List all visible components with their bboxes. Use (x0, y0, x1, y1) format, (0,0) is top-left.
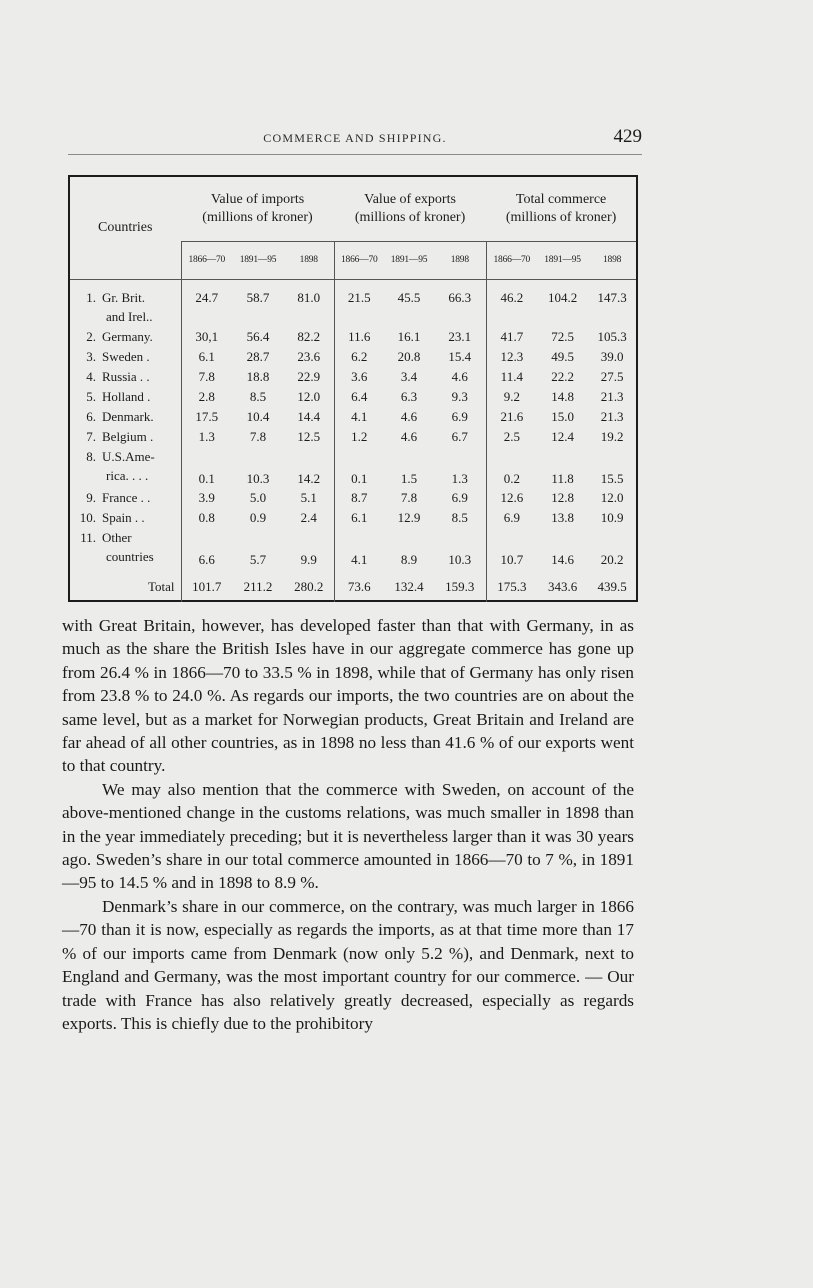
value-cell: 3.6 (334, 367, 384, 387)
value-cell: 41.7 (486, 327, 537, 347)
table-row (70, 327, 636, 347)
total-label: Total (147, 579, 175, 594)
total-value-cell: 159.3 (445, 579, 475, 594)
value-cell: 22.9 (297, 369, 321, 384)
value-cell: 2.8 (181, 387, 232, 407)
country-cell (70, 427, 181, 447)
country-cell (70, 528, 181, 572)
value-cell: 21.3 (600, 409, 624, 424)
value-cell: 105.3 (597, 329, 627, 344)
page-header (68, 128, 642, 155)
row-number: 11. (80, 530, 96, 545)
value-cell: 8.5 (249, 389, 267, 404)
table-row (70, 407, 636, 427)
body-text (62, 614, 634, 1035)
paragraph-3: Denmark’s share in our commerce, on the contrary, was much larger in 1866—70 than it is now, especially as regards the imports, as at that time more than 17 % of our imports came from Denmark (now only 5.2 %), and Denmark, next to England and Germany, was the most important country for our commerce. — Our trade with France has also relatively greatly decreased, especially as regards exports. This is chiefly due to the prohibitory (62, 896, 634, 1033)
table-row (70, 488, 636, 508)
value-cell: 10.3 (448, 552, 472, 567)
value-cell: 15.4 (448, 349, 472, 364)
country-name: Gr. Brit. (102, 289, 145, 305)
value-cell: 0.2 (486, 447, 537, 488)
table-row (70, 427, 636, 447)
value-cell: 10.7 (486, 528, 537, 572)
total-value-cell: 101.7 (181, 572, 232, 602)
value-cell: 8.7 (334, 488, 384, 508)
total-header-line2: (millions of kroner) (505, 209, 617, 225)
value-cell: 8.9 (400, 552, 418, 567)
value-cell: 49.5 (551, 349, 574, 364)
table-row (70, 279, 636, 327)
value-cell: 66.3 (448, 289, 472, 305)
row-number: 10. (79, 510, 96, 525)
value-cell: 20.8 (397, 349, 421, 364)
year-header: 1898 (588, 241, 636, 279)
value-cell: 147.3 (597, 289, 627, 305)
value-cell: 5.0 (249, 490, 267, 505)
total-value-cell: 73.6 (334, 572, 384, 602)
value-cell: 13.8 (551, 510, 574, 525)
value-cell: 18.8 (246, 369, 270, 384)
imports-header-line1: Value of imports (210, 191, 305, 207)
value-cell: 3.4 (400, 369, 418, 384)
value-cell: 9.9 (300, 552, 317, 567)
country-name: Other (102, 530, 132, 545)
table-row (70, 367, 636, 387)
total-value-cell: 175.3 (486, 572, 537, 602)
year-header: 1891—95 (537, 241, 588, 279)
value-cell: 4.6 (400, 429, 418, 444)
value-cell: 4.6 (400, 409, 418, 424)
country-name: Germany. (102, 329, 153, 344)
year-header: 1898 (434, 241, 486, 279)
statistics-table (68, 175, 638, 602)
value-cell: 45.5 (397, 289, 421, 305)
country-cell (70, 347, 181, 367)
country-cell (70, 407, 181, 427)
country-cell (70, 367, 181, 387)
year-header: 1866—70 (486, 241, 537, 279)
value-cell: 6.4 (334, 387, 384, 407)
commerce-table (70, 177, 636, 602)
value-cell: 1.5 (400, 471, 418, 486)
country-name-continued: and Irel.. (106, 308, 153, 324)
country-cell (70, 508, 181, 528)
value-cell: 12.8 (551, 490, 574, 505)
value-cell: 82.2 (297, 329, 321, 344)
value-cell: 9.3 (451, 389, 468, 404)
table-row (70, 387, 636, 407)
value-cell: 15.5 (600, 471, 624, 486)
paragraph-1: with Great Britain, however, has developed faster than that with Germany, in as much as the share the British Isles have in our aggregate commerce has gone up from 26.4 % in 1866—70 to 33.5 % in 1898, while that of Germany has only risen from 23.8 % to 24.0 %. As regards our imports, the two countries are on about the same level, but as a market for Norwegian products, Great Britain and Ireland are far ahead of all other countries, as in 1898 no less than 41.6 % of our exports went to that country. (62, 616, 634, 776)
value-cell: 104.2 (547, 289, 578, 305)
value-cell: 12.6 (486, 488, 537, 508)
value-cell: 10.3 (246, 471, 270, 486)
value-cell: 4.6 (451, 369, 468, 384)
value-cell: 24.7 (181, 279, 232, 327)
value-cell: 20.2 (600, 552, 624, 567)
value-cell: 6.9 (451, 490, 468, 505)
year-header: 1891—95 (384, 241, 434, 279)
page-number: 429 (613, 126, 642, 147)
value-cell: 6.9 (451, 409, 468, 424)
table-row (70, 347, 636, 367)
country-cell (70, 387, 181, 407)
exports-group-header (334, 177, 486, 241)
value-cell: 14.4 (297, 409, 321, 424)
running-title: COMMERCE AND SHIPPING. (263, 131, 447, 145)
row-number: 3. (86, 349, 96, 364)
total-header-line1: Total commerce (515, 191, 607, 207)
value-cell: 14.2 (297, 471, 321, 486)
value-cell: 6.7 (451, 429, 468, 444)
table-row (70, 508, 636, 528)
value-cell: 14.8 (551, 389, 574, 404)
row-number: 4. (86, 369, 96, 384)
table-row (70, 528, 636, 572)
value-cell: 46.2 (486, 279, 537, 327)
total-value-cell: 439.5 (597, 579, 627, 594)
country-name: Russia . . (102, 369, 150, 384)
value-cell: 6.6 (181, 528, 232, 572)
value-cell: 14.6 (551, 552, 574, 567)
row-number: 7. (86, 429, 96, 444)
value-cell: 7.8 (249, 429, 267, 444)
value-cell: 1.3 (181, 427, 232, 447)
value-cell: 21.5 (334, 279, 384, 327)
value-cell: 11.6 (334, 327, 384, 347)
row-number: 9. (86, 490, 96, 505)
value-cell: 7.8 (181, 367, 232, 387)
value-cell: 2.5 (486, 427, 537, 447)
value-cell: 2.4 (300, 510, 317, 525)
value-cell: 11.8 (551, 471, 574, 486)
country-cell (70, 327, 181, 347)
row-number: 2. (86, 329, 96, 344)
year-header: 1898 (284, 241, 334, 279)
total-value-cell: 132.4 (394, 579, 424, 594)
imports-header-line2: (millions of kroner) (202, 209, 313, 225)
value-cell: 12.3 (486, 347, 537, 367)
total-value-cell: 211.2 (243, 579, 273, 594)
value-cell: 6.3 (400, 389, 418, 404)
value-cell: 16.1 (397, 329, 421, 344)
value-cell: 15.0 (551, 409, 574, 424)
value-cell: 0.1 (334, 447, 384, 488)
value-cell: 12.0 (600, 490, 624, 505)
value-cell: 6.1 (334, 508, 384, 528)
total-group-header (486, 177, 636, 241)
value-cell: 23.1 (448, 329, 472, 344)
row-number: 6. (86, 409, 96, 424)
country-name: Sweden . (102, 349, 150, 364)
value-cell: 17.5 (181, 407, 232, 427)
value-cell: 0.8 (181, 508, 232, 528)
value-cell: 12.5 (297, 429, 321, 444)
value-cell: 6.1 (181, 347, 232, 367)
country-name-continued: rica. . . . (106, 468, 149, 483)
country-name: Holland . (102, 389, 151, 404)
value-cell: 5.7 (249, 552, 267, 567)
table-body (70, 279, 636, 572)
value-cell: 81.0 (297, 289, 321, 305)
value-cell: 19.2 (600, 429, 624, 444)
value-cell: 72.5 (551, 329, 574, 344)
value-cell: 1.3 (451, 471, 468, 486)
year-header: 1891—95 (232, 241, 284, 279)
country-cell (70, 447, 181, 488)
value-cell: 12.0 (297, 389, 321, 404)
value-cell: 4.1 (334, 528, 384, 572)
countries-header: Countries (70, 177, 181, 279)
paragraph-2: We may also mention that the commerce with Sweden, on account of the above-mentioned change in the customs relations, was much smaller in 1898 than in the year immediately preceding; but it is nevertheless larger than it was 30 years ago. Sweden’s share in our total commerce amounted in 1866—70 to 7 %, in 1891—95 to 14.5 % and in 1898 to 8.9 %. (62, 779, 634, 893)
country-name: Spain . . (102, 510, 145, 525)
value-cell: 6.9 (486, 508, 537, 528)
year-header: 1866—70 (334, 241, 384, 279)
value-cell: 21.6 (486, 407, 537, 427)
value-cell: 12.9 (397, 510, 421, 525)
value-cell: 30,1 (181, 327, 232, 347)
value-cell: 7.8 (400, 490, 418, 505)
value-cell: 9.2 (486, 387, 537, 407)
table-row (70, 447, 636, 488)
row-number: 1. (86, 289, 96, 305)
country-name: Belgium . (102, 429, 154, 444)
value-cell: 8.5 (451, 510, 468, 525)
value-cell: 58.7 (246, 289, 270, 305)
exports-header-line2: (millions of kroner) (354, 209, 466, 225)
country-name: U.S.Ame- (102, 449, 155, 464)
value-cell: 10.9 (600, 510, 624, 525)
total-value-cell: 280.2 (294, 579, 324, 594)
country-name: France . . (102, 490, 151, 505)
value-cell: 27.5 (600, 369, 624, 384)
value-cell: 11.4 (486, 367, 537, 387)
value-cell: 6.2 (334, 347, 384, 367)
value-cell: 22.2 (551, 369, 574, 384)
value-cell: 23.6 (297, 349, 321, 364)
row-number: 5. (86, 389, 96, 404)
value-cell: 3.9 (181, 488, 232, 508)
country-name-continued: countries (106, 549, 154, 564)
imports-group-header (181, 177, 334, 241)
row-number: 8. (86, 449, 96, 464)
value-cell: 1.2 (334, 427, 384, 447)
country-cell (70, 279, 181, 327)
value-cell: 4.1 (334, 407, 384, 427)
country-name: Denmark. (102, 409, 154, 424)
value-cell: 39.0 (600, 349, 624, 364)
value-cell: 0.1 (181, 447, 232, 488)
value-cell: 28.7 (246, 349, 270, 364)
value-cell: 21.3 (600, 389, 624, 404)
exports-header-line1: Value of exports (364, 191, 456, 207)
value-cell: 10.4 (246, 409, 270, 424)
value-cell: 56.4 (246, 329, 270, 344)
value-cell: 12.4 (551, 429, 574, 444)
value-cell: 5.1 (300, 490, 317, 505)
country-cell (70, 488, 181, 508)
value-cell: 0.9 (249, 510, 267, 525)
total-value-cell: 343.6 (547, 579, 578, 594)
year-header: 1866—70 (181, 241, 232, 279)
total-row (70, 572, 636, 602)
